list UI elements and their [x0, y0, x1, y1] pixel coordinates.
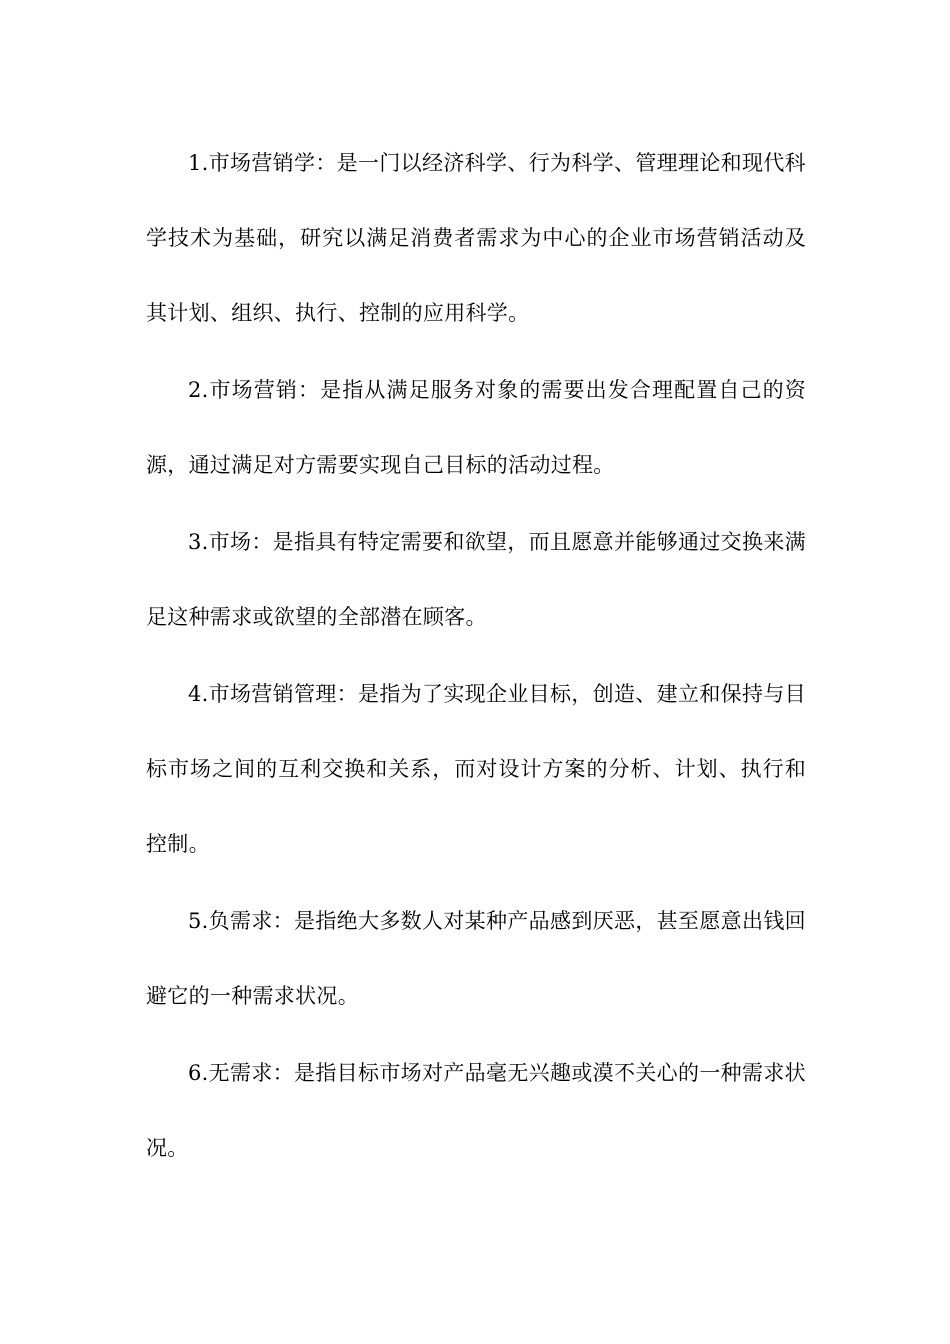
- definition-paragraph-5: 5.负需求：是指绝大多数人对某种产品感到厌恶，甚至愿意出钱回避它的一种需求状况。: [146, 909, 806, 1008]
- definition-paragraph-6: 6.无需求：是指目标市场对产品毫无兴趣或漠不关心的一种需求状况。: [146, 1061, 806, 1160]
- definition-paragraph-1: 1.市场营销学：是一门以经济科学、行为科学、管理理论和现代科学技术为基础，研究以满足消费者需求为中心的企业市场营销活动及其计划、组织、执行、控制的应用科学。: [146, 151, 806, 325]
- document-body: [146, 126, 806, 1188]
- definition-paragraph-2: 2.市场营销：是指从满足服务对象的需要出发合理配置自己的资源，通过满足对方需要实现自己目标的活动过程。: [146, 378, 806, 477]
- definition-paragraph-3: 3.市场：是指具有特定需要和欲望，而且愿意并能够通过交换来满足这种需求或欲望的全部潜在顾客。: [146, 530, 806, 629]
- definition-paragraph-4: 4.市场营销管理：是指为了实现企业目标，创造、建立和保持与目标市场之间的互利交换和关系，而对设计方案的分析、计划、执行和控制。: [146, 682, 806, 856]
